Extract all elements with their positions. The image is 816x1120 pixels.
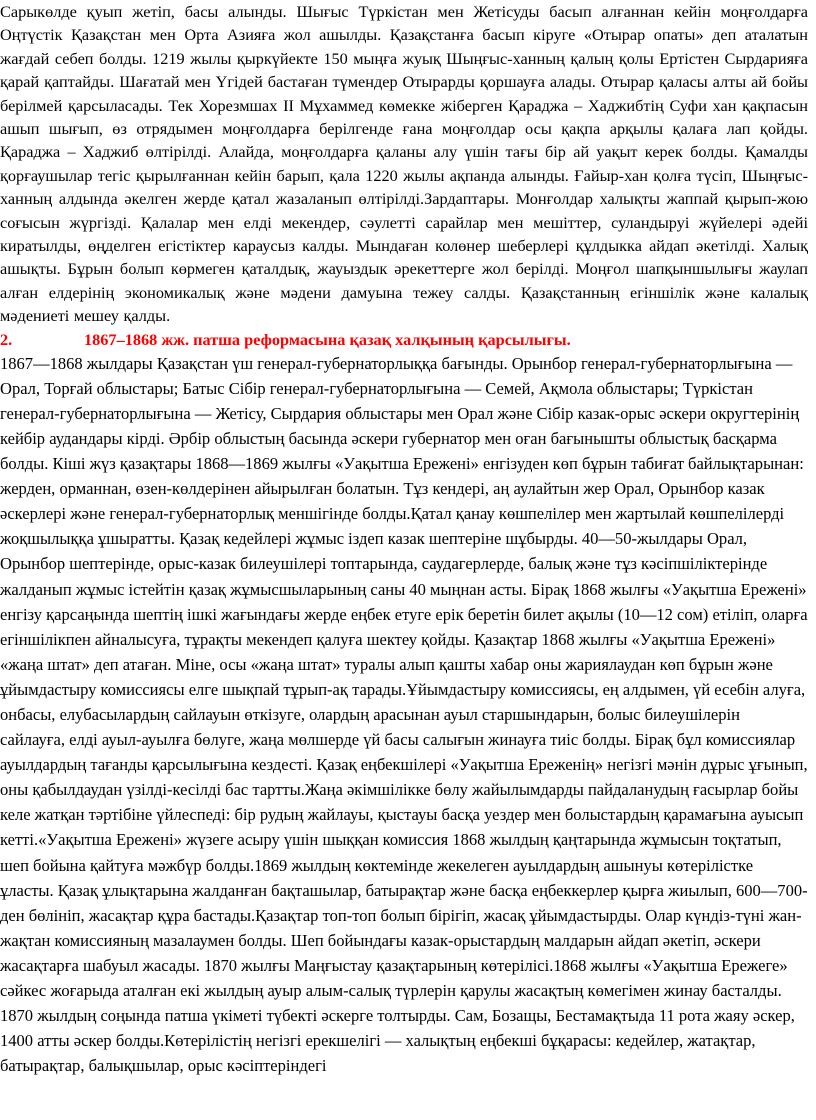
paragraph-reform-resistance: 1867—1868 жылдары Қазақстан үш генерал-губернаторлыққа бағынды. Орынбор генерал-губернаторлығына — Орал, Торғай облыстары; Батыс Сібір генерал-губернаторлығына — Семей, Ақмола облыстары; Түркістан генерал-губернаторлығына — Жетісу, Сырдария облыстары мен Орал және Сібір казак-орыс әскери округтерінің кейбір аудандары кірді. Әрбір облыстың басында әскери губернатор мен оған бағынышты облыстық басқарма болды. Кіші жүз қазақтары 1868—1869 жылғы «Уақытша Ережені» енгізуден көп бұрын табиғат байлықтарынан: жерден, орманнан, өзен-көлдерінен айырылған болатын. Тұз кендері, аң аулайтын жер Орал, Орынбор казак әскерлері және генерал-губернаторлық меншігінде болды.Қатал қанау көшпелілер мен жартылай көшпелілерді жоқшылыққа ұшыратты. Қазақ кедейлері жұмыс іздеп казак шептеріне шұбырды. 40—50-жылдары Орал, Орынбор шептерінде, орыс-казак билеушілері топтарында, саудагерлерде, балық және тұз кәсіпшіліктерінде жалданып жұмыс істейтін қазақ жұмысшыларының саны 40 мыңнан асты. Бірақ 1868 жылғы «Уақытша Ережені» енгізу қарсаңында шептің ішкі жағындағы жерде еңбек етуге ерік беретін билет ақылы (10—12 сом) етіліп, оларға егіншілікпен айналысуға, тұрақты мекендеп қалуға шектеу қойды. Қазақтар 1868 жылғы «Уақытша Ережені» «жаңа штат» деп атаған. Міне, осы «жаңа штат» туралы алып қашты хабар оны жариялаудан көп бұрын және ұйымдастыру комиссиясы елге шықпай тұрып-ақ тарады.Ұйымдастыру комиссиясы, ең алдымен, үй есебін алуға, онбасы, елубасылардың сайлауын өткізуге, олардың арасынан ауыл старшындарын, болыс билеушілерін сайлауға, елді ауыл-ауылға бөлуге, жаңа мөлшерде үй басы салығын жинауға тиіс болды. Бірақ бұл комиссиялар ауылдардың тағанды қарсылығына кездесті. Қазақ еңбекшілері «Уақытша Ереженің» негізгі мәнін дұрыс ұғынып, оны қабылдаудан үзілді-кесілді бас тартты.Жаңа әкімшілікке бөлу жайылымдарды пайдаланудың ғасырлар бойы келе жатқан тәртібіне үйлеспеді: бір рудың жайлауы, қыстауы басқа уездер мен болыстардың қарамағына ауысып кетті.«Уақытша Ережені» жүзеге асыру үшін шыққан комиссия 1868 жылдың қаңтарында жұмысын тоқтатып, шеп бойына қайтуға мәжбүр болды.1869 жылдың көктемінде жекелеген ауылдардың ашынуы көтерілістке ұласты. Қазақ ұлықтарына жалданған бақташылар, батырақтар және басқа еңбеккерлер қырға жиылып, 600—700-ден бөлініп, жасақтар құра бастады.Қазақтар топ-топ болып бірігіп, жасақ ұйымдастырды. Олар күндіз-түні жан-жақтан комиссияның мазалаумен болды. Шеп бойындағы казак-орыстардың малдарын айдап әкетіп, әскери жасақтарға шабуыл жасады. 1870 жылғы Маңғыстау қазақтарының көтерілісі.1868 жылғы «Уақытша Ережеге» сәйкес жоғарыда аталған екі жылдың ауыр алым-салық түрлерін қарулы жасақтың көмегімен жинау басталды. 1870 жылдың соңында патша үкіметі түбекті әскерге толтырды. Сам, Бозащы, Бестамақтыда 11 рота жаяу әскер, 1400 атты әскер болды.Көтерілістің негізгі ерекшелігі — халықтың еңбекші бұқарасы: кедейлер, жатақтар, батырақтар, балықшылар, орыс кәсіптеріндегі: [0, 353, 808, 1076]
section-title: 1867–1868 жж. патша реформасына қазақ халқының қарсылығы.: [84, 329, 571, 349]
section-heading: [0, 329, 808, 351]
paragraph-mongol-invasion: Сарыкөлде қуып жетіп, басы алынды. Шығыс Түркістан мен Жетісуды басып алғаннан кейін моңғолдарға Оңтүстік Қазақстан мен Орта Азияға жол ашылды. Қазақстанға басып кіруге «Отырар опаты» деп аталатын жағдай себеп болды. 1219 жылы қыркүйекте 150 мыңға жуық Шыңғыс-ханның қалың қолы Ертістен Сырдарияға қарай қаптайды. Шағатай мен Үгідей бастаған түмендер Отырарды қоршауға алады. Отырар қаласы алты ай бойы берілмей қарсыласады. Тек Хорезмшах ІІ Мұхаммед көмекке жіберген Қараджа – Хаджибтің Суфи хан қақпасын ашып шығып, өз отрядымен моңғолдарға берілгенде ғана моңғолдар осы қақпа арқылы қалаға лап қойды. Қараджа – Хаджиб өлтірілді. Алайда, моңғолдарға қаланы алу үшін тағы бір ай уақыт керек болды. Қамалды қорғаушылар тегіс қырылғаннан кейін барып, қала 1220 жылы ақпанда алынды. Ғайыр-хан қолға түсіп, Шыңғыс-ханның алдында әкелген жерде қатал жазаланып өлтірілді.Зардаптары. Монғолдар халықты жаппай қырып-жою соғысын жүргізді. Қалалар мен елді мекендер, сәулетті сарайлар мен мешіттер, суландыруі жүйелері әдейі киратылды, өңделген егістіктер караусыз калды. Мындаған колөнер шеберлері құлдыкка айдап әкетілді. Халық ашықты. Бұрын болып көрмеген қаталдық, жауыздык әрекеттерге жол берілді. Моңғол шапқыншылығы жаулап алған елдерінің экономикалық және мәдени дамуына тежеу салды. Қазақстанның егіншілік және калалық мәдениеті мешеу қалды.: [0, 2, 808, 326]
section-number: 2.: [0, 329, 13, 349]
